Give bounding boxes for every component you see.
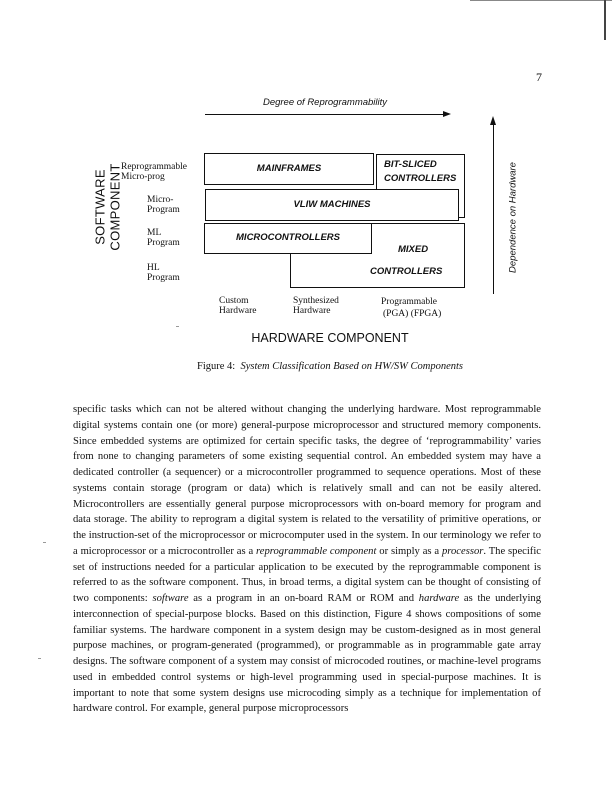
arrow-right-icon xyxy=(443,111,451,117)
body-paragraph xyxy=(73,402,541,717)
scan-edge-top xyxy=(470,0,612,1)
column-label-synthesized-hardware: Synthesized Hardware xyxy=(293,296,339,316)
row-label-hl-program: HL Program xyxy=(147,263,180,283)
vertical-arrow-line xyxy=(493,124,494,294)
row-label-ml-program: ML Program xyxy=(147,228,180,248)
box-bit-sliced-controllers: BIT-SLICED CONTROLLERS xyxy=(376,154,465,218)
bottom-axis-label: HARDWARE COMPONENT xyxy=(251,331,409,345)
scan-speck xyxy=(38,658,41,659)
paragraph-1: specific tasks which can not be altered without changing the underlying hardware. Most reprogrammable digital systems contain one (or more) general-purpose microprocessor and structured memory components. Since embedded systems are optimized for certain specific tasks, the degree of ‘reprogrammability’ varies from none to changing parameters of some existing sequential control. An embedded system may have a dedicated controller (a sequencer) or a microcontroller programmed to sequence operations. Most of these systems contain storage (program or data) which is relatively small and can not be easily altered. Microcontrollers are essentially general purpose microprocessors with on-board memory for program and data storage. The ability to reprogram a digital system is related to the versatility of primitive operations, or the instruction-set of the microprocessor or microcomputer used in the system. In our terminology we refer to a microprocessor or a microcontroller as a reprogrammable component or simply as a processor. The specific set of instructions needed for a particular application to be executed by the reprogrammable component is referred to as the software component. Thus, in broad terms, a digital system can be thought of consisting of two components: software as a program in an on-board RAM or ROM and hardware as the underlying interconnection of special-purpose blocks. Based on this distinction, Figure 4 shows compositions of some familiar systems. The hardware component in a system design may be custom-designed as in most general purpose machines, or program-generated (programmed), or programmable as in programmable gate array designs. The software component of a system may consist of microcoded routines, or machine-level programs used in embedded control systems or high-level programming used in special-purpose machines. It is important to note that some system designs use microcoding simply as a technique for implementation of hardware control. For example, general purpose microprocessors xyxy=(73,404,542,715)
box-mixed-controllers: MIXED CONTROLLERS xyxy=(290,223,465,288)
box-microcontrollers: MICROCONTROLLERS xyxy=(204,223,372,254)
row-label-reprogrammable-microprog: Reprogrammable Micro-prog xyxy=(121,162,187,182)
right-axis-label: Dependence on Hardware xyxy=(507,162,519,273)
scan-speck xyxy=(176,326,179,327)
row-label-microprogram: Micro- Program xyxy=(147,195,180,215)
horizontal-arrow-line xyxy=(205,114,445,115)
page-number: 7 xyxy=(536,70,542,84)
scan-speck xyxy=(43,542,46,543)
box-vliw-machines: VLIW MACHINES xyxy=(205,189,459,221)
left-axis-label: SOFTWARE COMPONENT xyxy=(92,163,123,251)
column-label-custom-hardware: Custom Hardware xyxy=(219,296,257,316)
figure-caption: Figure 4: System Classification Based on HW/SW Components xyxy=(197,361,463,372)
column-label-programmable: Programmable (PGA) (FPGA) xyxy=(381,297,442,319)
top-axis-label: Degree of Reprogrammability xyxy=(262,97,388,108)
arrow-up-icon xyxy=(490,116,496,125)
box-mainframes: MAINFRAMES xyxy=(204,153,374,185)
scan-edge-right xyxy=(604,0,606,40)
